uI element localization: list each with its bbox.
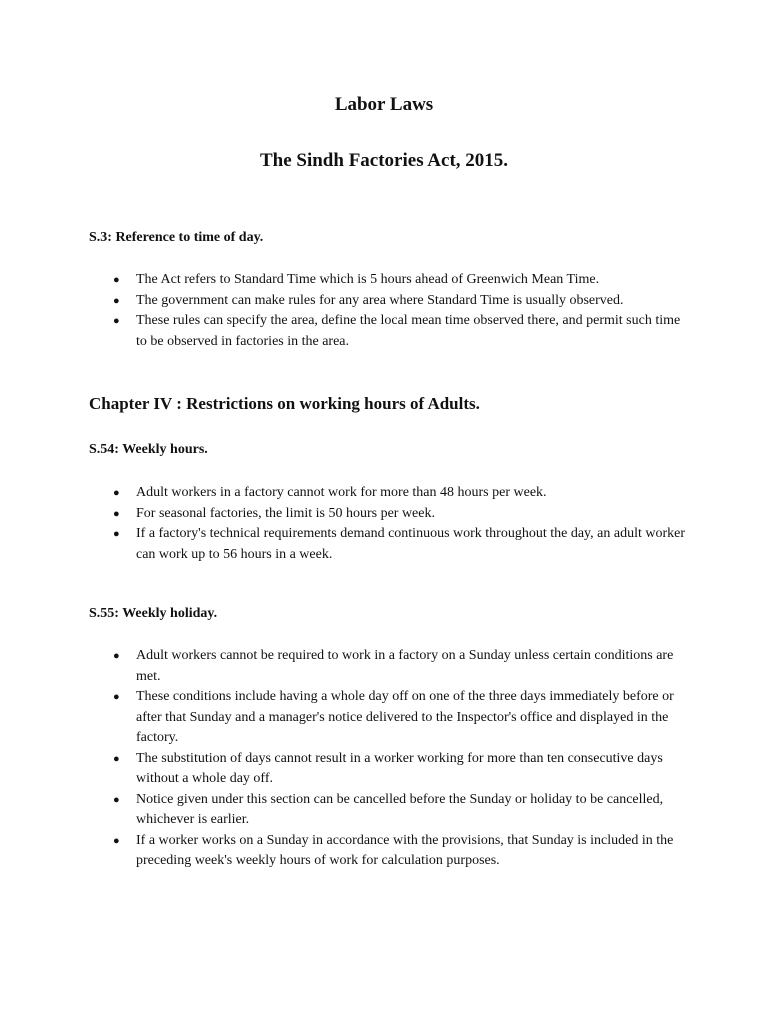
section-55-heading: S.55: Weekly holiday. [89, 606, 218, 621]
chapter-4-heading: Chapter IV : Restrictions on working hours of Adults. [89, 394, 480, 413]
list-item-text: If a worker works on a Sunday in accordance with the provisions, that Sunday is included in the preceding week's weekly hours of work for calculation purposes. [136, 832, 674, 868]
bullet-icon: ● [113, 528, 120, 540]
list-item [0, 831, 768, 872]
section-3-heading: S.3: Reference to time of day. [89, 230, 264, 245]
bullet-icon: ● [113, 793, 120, 806]
list-item [0, 687, 768, 749]
section-55-list [0, 646, 768, 872]
list-item-text: These conditions include having a whole day off on one of the three days immediately before or after that Sunday and a manager's notice delivered to the Inspector's office and displayed in the factory. [136, 689, 674, 745]
bullet-icon: ● [113, 487, 120, 499]
list-item [0, 646, 768, 687]
act-title: The Sindh Factories Act, 2015. [259, 150, 509, 171]
list-item [0, 504, 768, 525]
list-item-text: Adult workers in a factory cannot work for more than 48 hours per week. [136, 485, 547, 500]
page-title: Labor Laws [334, 94, 434, 115]
list-item [0, 790, 768, 831]
list-item [0, 483, 768, 504]
section-54-heading: S.54: Weekly hours. [89, 442, 208, 457]
section-54-list [0, 483, 768, 565]
bullet-icon: ● [113, 691, 120, 703]
list-item-text: Adult workers cannot be required to work in a factory on a Sunday unless certain conditions are met. [136, 648, 674, 684]
list-item-text: The substitution of days cannot result in a worker working for more than ten consecutive days without a whole day off. [136, 750, 663, 786]
list-item-text: The Act refers to Standard Time which is 5 hours ahead of Greenwich Mean Time. [136, 272, 600, 287]
bullet-icon: ● [113, 315, 120, 327]
list-item [0, 270, 768, 291]
section-3-list [0, 270, 768, 352]
bullet-icon: ● [113, 294, 120, 307]
list-item-text: The government can make rules for any area where Standard Time is usually observed. [136, 292, 624, 308]
bullet-icon: ● [113, 507, 120, 520]
list-item-text: These rules can specify the area, define the local mean time observed there, and permit such time to be observed in factories in the area. [136, 313, 681, 349]
bullet-icon: ● [113, 274, 120, 286]
list-item-text: For seasonal factories, the limit is 50 hours per week. [136, 505, 435, 521]
bullet-icon: ● [113, 752, 120, 765]
list-item-text: Notice given under this section can be cancelled before the Sunday or holiday to be cancelled, whichever is earlier. [136, 791, 664, 827]
list-item [0, 291, 768, 312]
bullet-icon: ● [113, 834, 120, 847]
list-item [0, 524, 768, 565]
list-item [0, 311, 768, 352]
list-item-text: If a factory's technical requirements demand continuous work throughout the day, an adult worker can work up to 56 hours in a week. [136, 526, 685, 562]
bullet-icon: ● [113, 650, 120, 662]
list-item [0, 749, 768, 790]
